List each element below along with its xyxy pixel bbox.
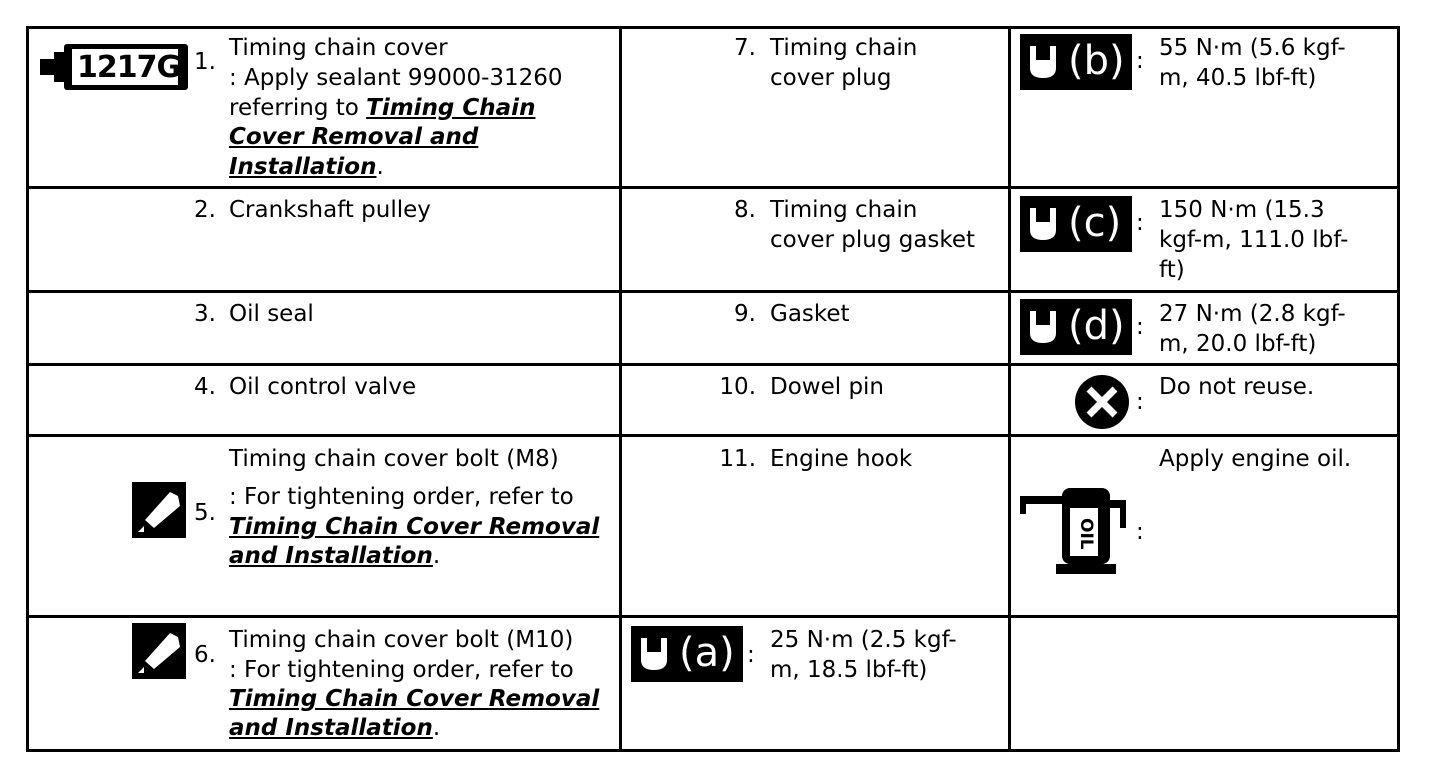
item-number: 4. (194, 374, 216, 400)
oil-can-icon (1020, 484, 1130, 580)
item-number: 10. (719, 374, 756, 400)
row-divider (26, 290, 1400, 293)
torque-wrench-icon: (b) (1020, 34, 1132, 90)
item-name: Crankshaft pulley (229, 197, 431, 223)
item-number: 3. (194, 301, 216, 327)
item-number: 11. (719, 446, 756, 472)
parts-legend-table: 1217G 1. Timing chain cover : Apply sealant 99000-31260 referring to Timing Chain Cover Removal and Installation. 7. Timing chain cover plug (b) : 55 N·m (5.6 kgf- m, 40.5 lbf-ft) 2. Crankshaft pulley 8. Timing chain cover plug gasket (c) : 150 N·m (15.3 kgf-m, 111.0 lbf- ft) 3. Oil seal 9. Gasket (d) : 27 N·m (2.8 kgf- m, 20.0 lbf-ft) 4. Oil control valve 10. Dowel pin : Do not reuse. 5. Timing chain cover bolt (M8) : For tightening order, refer to Timing Chain Cover Removal and Installation. 11. Engine hook Apply engine oil. OIL : 6. Timing chain cover bolt (M10) : For tightening order, refer to Timing Chain Cover Removal and Installation. (a) : 25 N·m (2.5 kgf- m, 18.5 lbf-ft) (26, 26, 1400, 752)
row-divider (26, 434, 1400, 437)
item-reference (229, 122, 478, 152)
row-divider (26, 363, 1400, 366)
reference-link[interactable]: and Installation (229, 543, 433, 569)
item-reference (229, 684, 599, 714)
item-name: Gasket (770, 301, 850, 327)
item-name: Timing chain cover bolt (M10) (229, 627, 574, 653)
torque-value: 25 N·m (2.5 kgf- (770, 627, 957, 653)
item-number: 1. (194, 49, 216, 75)
item-reference: Installation. (229, 154, 384, 180)
engine-oil-text: Apply engine oil. (1159, 446, 1352, 472)
item-reference: and Installation. (229, 543, 441, 569)
do-not-reuse-icon (1074, 374, 1130, 434)
item-number: 8. (734, 197, 756, 223)
item-number: 9. (734, 301, 756, 327)
item-note: : Apply sealant 99000-31260 (229, 65, 563, 91)
reference-link[interactable]: Timing Chain (366, 95, 536, 121)
item-number: 2. (194, 197, 216, 223)
torque-value: m, 40.5 lbf-ft) (1159, 65, 1317, 91)
reference-link[interactable]: Timing Chain Cover Removal (229, 686, 600, 712)
reference-link[interactable]: Cover Removal and (229, 124, 479, 150)
item-name: Oil control valve (229, 374, 417, 400)
oil-can-label: OIL (1076, 518, 1096, 550)
sealant-code-label: 1217G (77, 50, 181, 85)
item-name: cover plug gasket (770, 227, 976, 253)
torque-wrench-icon: (d) (1020, 299, 1132, 355)
item-note: : For tightening order, refer to (229, 484, 574, 510)
torque-wrench-icon: (a) (631, 626, 743, 682)
column-divider (619, 26, 622, 752)
item-name: Timing chain cover bolt (M8) (229, 446, 559, 472)
item-name: Oil seal (229, 301, 314, 327)
torque-value: 150 N·m (15.3 (1159, 197, 1325, 223)
torque-value: 27 N·m (2.8 kgf- (1159, 301, 1346, 327)
item-reference (229, 512, 599, 542)
torque-value: kgf-m, 111.0 lbf- (1159, 227, 1349, 253)
item-name: Engine hook (770, 446, 913, 472)
reference-link[interactable]: and Installation (229, 715, 433, 741)
sealant-tube-icon (38, 40, 188, 98)
row-divider (26, 615, 1400, 618)
reference-link[interactable]: Installation (229, 154, 377, 180)
item-name: Timing chain (770, 35, 918, 61)
item-number: 6. (194, 642, 216, 668)
item-reference: referring to Timing Chain (229, 95, 536, 121)
torque-value: 55 N·m (5.6 kgf- (1159, 35, 1346, 61)
torque-wrench-icon: (c) (1020, 196, 1132, 252)
reference-link[interactable]: Timing Chain Cover Removal (229, 514, 600, 540)
item-number: 7. (734, 35, 756, 61)
item-name: Timing chain cover (229, 35, 448, 61)
torque-value: m, 20.0 lbf-ft) (1159, 331, 1317, 357)
item-name: Dowel pin (770, 374, 885, 400)
item-name: cover plug (770, 65, 892, 91)
column-divider (1008, 26, 1011, 752)
item-name: Timing chain (770, 197, 918, 223)
torque-value: m, 18.5 lbf-ft) (770, 657, 928, 683)
row-divider (26, 186, 1400, 189)
torque-value: ft) (1159, 257, 1185, 283)
item-number: 5. (194, 500, 216, 526)
item-reference: and Installation. (229, 715, 441, 741)
no-reuse-text: Do not reuse. (1159, 374, 1315, 400)
item-note: : For tightening order, refer to (229, 657, 574, 683)
